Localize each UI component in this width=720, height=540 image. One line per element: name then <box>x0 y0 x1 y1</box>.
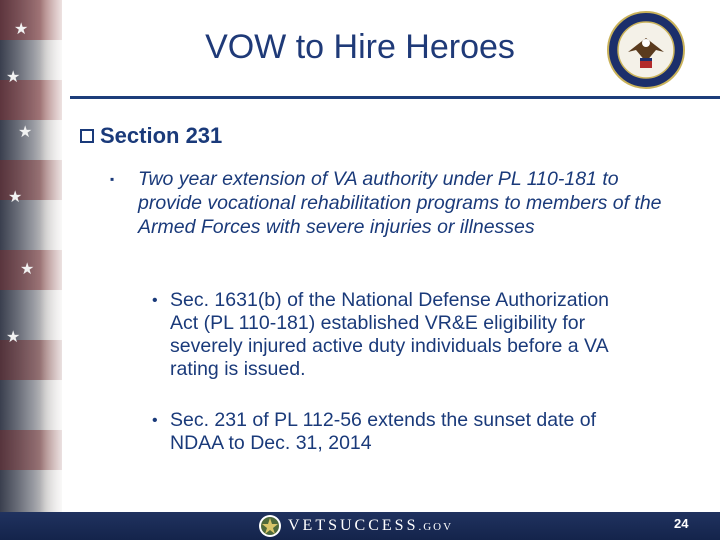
sub-bullet-text: Two year extension of VA authority under PL 110-181 to provide vocational rehabilitation programs to members of the Armed Forces with severe injuries or illnesses <box>138 168 662 238</box>
va-seal-icon <box>606 10 686 90</box>
bullet-dot-icon: • <box>152 412 158 429</box>
flag-fade <box>40 0 70 512</box>
bullet-text: Sec. 1631(b) of the National Defense Authorization Act (PL 110-181) established VR&E eligibility for severely injured active duty individuals before a VA rating is issued. <box>170 289 610 380</box>
square-bullet-icon: ▪ <box>110 172 115 186</box>
vetsuccess-wordmark: VETSUCCESS.GOV <box>288 517 454 534</box>
section-title: Section 231 <box>100 123 223 148</box>
vetsuccess-logo <box>258 512 458 540</box>
bullet-item <box>152 409 612 455</box>
star-icon: ★ <box>8 189 23 206</box>
star-icon: ★ <box>6 69 21 86</box>
slide-title: VOW to Hire Heroes <box>205 28 515 66</box>
star-icon: ★ <box>14 21 29 38</box>
bullet-text: Sec. 231 of PL 112-56 extends the sunset date of NDAA to Dec. 31, 2014 <box>170 409 597 454</box>
bullet-dot-icon: • <box>152 292 158 309</box>
checkbox-icon <box>80 129 94 143</box>
sub-bullet <box>110 167 670 239</box>
star-icon: ★ <box>18 124 33 141</box>
page-number: 24 <box>674 516 689 531</box>
star-icon: ★ <box>20 261 35 278</box>
vetsuccess-badge-icon <box>258 514 282 538</box>
section-heading <box>80 123 222 149</box>
bullet-item <box>152 289 612 381</box>
title-divider <box>70 96 720 99</box>
star-icon: ★ <box>6 329 21 346</box>
